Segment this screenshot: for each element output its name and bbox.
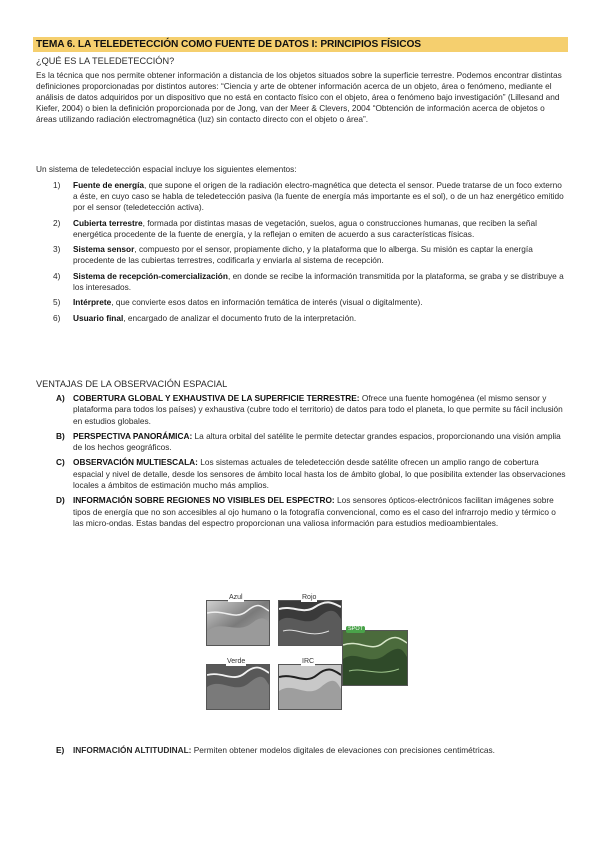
list-term: PERSPECTIVA PANORÁMICA: xyxy=(73,430,193,441)
list-term: Usuario final xyxy=(73,312,124,323)
advantages-list xyxy=(36,393,566,533)
band-image-nir xyxy=(278,664,342,710)
list-item xyxy=(36,244,566,266)
list-text: , que supone el origen de la radiación electro-magnética que detecta el sensor. Puede tratarse de un foco externo a éste, en cuyo caso se habla de teledetección pasiva (la fuente de energía más importante es el sol), o de un haz energético emitido por el sensor (teledetección activa). xyxy=(73,180,564,212)
list-item xyxy=(36,431,566,454)
list-text: , compuesto por el sensor, propiamente dicho, y la plataforma que lo alberga. Su misión es captar la energía procedente de las cubiertas terrestres, codificarla y enviarla al sistema de recepción. xyxy=(73,244,533,265)
list-number: 2) xyxy=(53,217,61,228)
list-text: , en donde se recibe la información transmitida por la plataforma, se graba y se distribuye a los interesados. xyxy=(73,270,564,292)
band-label-red: Rojo xyxy=(302,594,317,601)
section-heading-advantages: VENTAJAS DE LA OBSERVACIÓN ESPACIAL xyxy=(36,379,228,389)
list-text: , formada por distintas masas de vegetación, suelos, agua o construcciones humanas, que reciben la señal energética procedente de la fuente de energía, y la reflejan o emiten de acuerdo a sus características físicas. xyxy=(73,217,537,239)
satellite-bands-figure xyxy=(200,592,412,710)
list-item xyxy=(36,180,566,213)
list-number: A) xyxy=(56,393,65,403)
list-text: Los sensores ópticos-electrónicos facilitan imágenes sobre tipos de energía que no son accesibles al ojo humano o la fotografía convencional, como es el caso del infrarrojo medio y térmico o las micro-ondas. Estas bandas del espectro proporcionan una valiosa información para estudios medioambientales. xyxy=(73,495,556,528)
list-number: 6) xyxy=(53,312,61,323)
list-text: Permiten obtener modelos digitales de elevaciones con precisiones centimétricas. xyxy=(191,745,495,755)
definition-paragraph: Es la técnica que nos permite obtener información a distancia de los objetos situados sobre la superficie terrestre. Podemos encontrar distintas definiciones proporcionadas por distintos autores: “Ciencia y arte de obtener información acerca de un objeto, área o fenómeno, mediante el análisis de datos adquiridos por un dispositivo que no está en contacto físico con el objeto, área o fenómeno bajo investigación” (Lillesand and Kiefer, 2004) o bien la definición proporcionada por de Jong, van der Meer & Clevers, 2004 “Obtención de información acerca de objetos o áreas utilizando radiación electromagnética (luz) sin contacto directo con el objeto o área”. xyxy=(36,70,562,124)
list-text: Ofrece una fuente homogénea (el mismo sensor y plataforma para todos los países) y exhaustiva (cubre todo el territorio) de datos para todo el planeta, lo que permite su fácil inclusión en estudios globales. xyxy=(73,393,563,426)
list-item xyxy=(36,745,566,756)
list-number: B) xyxy=(56,430,65,441)
list-term: Fuente de energía xyxy=(73,180,145,190)
list-body xyxy=(36,745,566,756)
band-label-green: Verde xyxy=(227,658,246,665)
list-item xyxy=(36,297,566,308)
list-item xyxy=(36,495,566,529)
list-term: Intérprete xyxy=(73,297,112,307)
list-term: INFORMACIÓN SOBRE REGIONES NO VISIBLES DEL ESPECTRO: xyxy=(73,495,335,506)
list-number: 4) xyxy=(53,270,61,281)
elements-intro: Un sistema de teledetección espacial incluye los siguientes elementos: xyxy=(36,164,297,174)
list-text: , encargado de analizar el documento fruto de la interpretación. xyxy=(123,312,357,323)
list-item xyxy=(36,313,566,324)
list-item xyxy=(36,393,566,427)
list-item xyxy=(36,271,566,293)
list-term: Cubierta terrestre xyxy=(73,217,143,228)
list-number: 3) xyxy=(53,244,61,254)
list-term: INFORMACIÓN ALTITUDINAL: xyxy=(73,745,192,755)
band-image-red xyxy=(278,600,342,646)
section-heading-what-is: ¿QUÉ ES LA TELEDETECCIÓN? xyxy=(36,56,175,66)
list-number: 5) xyxy=(53,297,61,307)
list-text: , que convierte esos datos en información temática de interés (visual o digitalmente). xyxy=(111,297,423,307)
band-image-green xyxy=(206,664,270,710)
page-title: TEMA 6. LA TELEDETECCIÓN COMO FUENTE DE DATOS I: PRINCIPIOS FÍSICOS xyxy=(33,37,568,52)
list-term: COBERTURA GLOBAL Y EXHAUSTIVA DE LA SUPERFICIE TERRESTRE: xyxy=(73,393,360,403)
list-item xyxy=(36,218,566,240)
list-number: 1) xyxy=(53,180,61,190)
list-text: La altura orbital del satélite le permite detectar grandes espacios, proporcionando una visión amplia de los hechos geográficos. xyxy=(73,430,561,453)
list-term: Sistema de recepción-comercialización xyxy=(73,270,228,281)
band-image-spot-composite xyxy=(342,630,408,686)
band-label-nir: IRC xyxy=(302,658,315,665)
list-text: Los sistemas actuales de teledetección desde satélite ofrecen un amplio rango de cobertura espacial y nivel de detalle, desde los sensores de ámbito local hasta los de ámbito global, lo que posibilita extender las observaciones locales a ámbitos de estimación mucho más amplios. xyxy=(73,457,566,491)
list-number: E) xyxy=(56,745,65,755)
list-number: C) xyxy=(56,457,65,468)
list-term: OBSERVACIÓN MULTIESCALA: xyxy=(73,457,198,468)
elements-list xyxy=(36,180,566,328)
spot-badge: SPOT xyxy=(348,626,363,632)
band-image-blue xyxy=(206,600,270,646)
list-item xyxy=(36,457,566,491)
band-label-blue: Azul xyxy=(229,594,243,601)
list-number: D) xyxy=(56,495,65,506)
list-term: Sistema sensor xyxy=(73,244,135,254)
